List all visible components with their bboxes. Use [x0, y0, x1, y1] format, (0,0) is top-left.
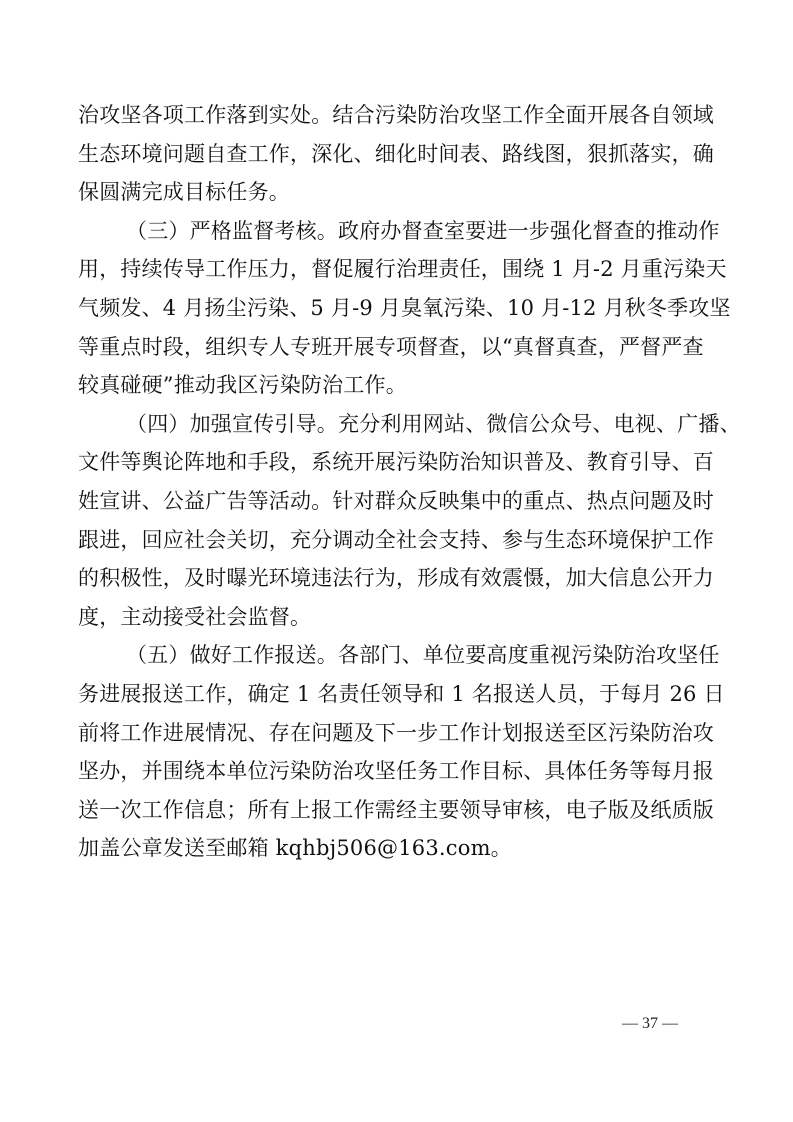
- email-line: 加盖公章发送至邮箱 kqhbj506@163.com。: [78, 836, 512, 861]
- document-body: [78, 96, 741, 868]
- section-heading-line: （三）严格监督考核。政府办督查室要进一步强化督查的推动作: [126, 218, 720, 243]
- page-number: — 37 —: [622, 1015, 678, 1032]
- text-line: 较真碰硬”推动我区污染防治工作。: [78, 373, 407, 398]
- text-line: 治攻坚各项工作落到实处。结合污染防治攻坚工作全面开展各自领域: [78, 103, 714, 127]
- text-line: 气频发、4 月扬尘污染、5 月-9 月臭氧污染、10 月-12 月秋冬季攻坚: [78, 295, 731, 320]
- text-line: 送一次工作信息；所有上报工作需经主要领导审核，电子版及纸质版: [78, 797, 714, 822]
- text-line: 跟进，回应社会关切，充分调动全社会支持、参与生态环境保护工作: [78, 527, 714, 552]
- text-line: 坚办，并围绕本单位污染防治攻坚任务工作目标、具体任务等每月报: [78, 759, 714, 784]
- text-line: 务进展报送工作，确定 1 名责任领导和 1 名报送人员，于每月 26 日: [78, 681, 725, 706]
- text-line: 前将工作进展情况、存在问题及下一步工作计划报送至区污染防治攻: [78, 720, 714, 745]
- text-line: 的积极性，及时曝光环境违法行为，形成有效震慑，加大信息公开力: [78, 566, 714, 591]
- text-line: 文件等舆论阵地和手段，系统开展污染防治知识普及、教育引导、百: [78, 450, 714, 475]
- text-line: 生态环境问题自查工作，深化、细化时间表、路线图，狠抓落实，确: [78, 141, 714, 166]
- text-line: 度，主动接受社会监督。: [78, 604, 312, 629]
- text-line: 姓宣讲、公益广告等活动。针对群众反映集中的重点、热点问题及时: [78, 488, 714, 513]
- text-line: 用，持续传导工作压力，督促履行治理责任，围绕 1 月-2 月重污染天: [78, 257, 727, 282]
- section-heading-line: （四）加强宣传引导。充分利用网站、微信公众号、电视、广播、: [126, 411, 741, 436]
- text-line: 保圆满完成目标任务。: [78, 180, 290, 205]
- section-heading-line: （五）做好工作报送。各部门、单位要高度重视污染防治攻坚任: [126, 643, 720, 668]
- text-line: 等重点时段，组织专人专班开展专项督查，以“真督真查，严督严查: [78, 334, 704, 359]
